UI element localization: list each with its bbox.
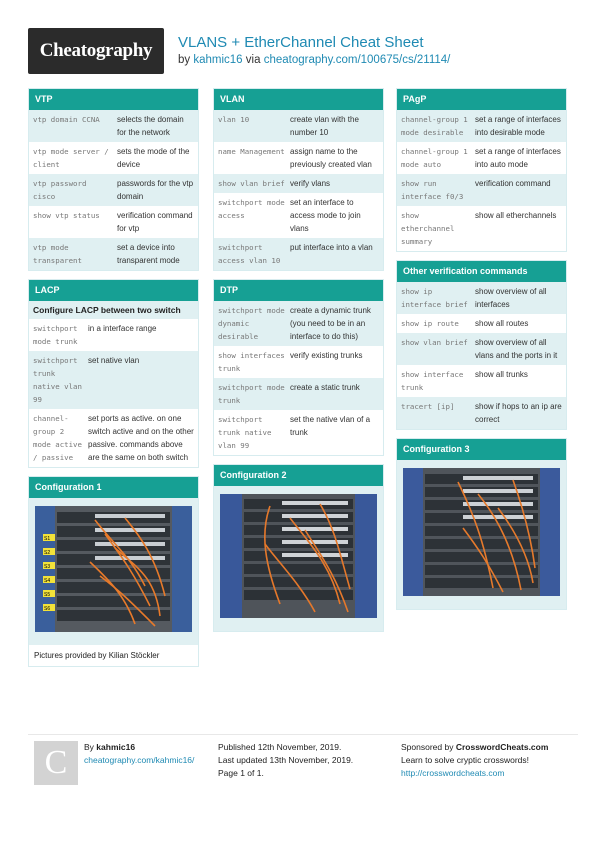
pagp-section <box>396 88 567 252</box>
command-description: create a dynamic trunk (you need to be in an interface to do this) <box>290 306 371 341</box>
command-text: show ip route <box>401 319 459 328</box>
command-description: sets the mode of the device <box>117 147 190 169</box>
footer-dates <box>218 741 353 780</box>
command-row <box>29 142 198 174</box>
photo-frame <box>29 498 198 645</box>
footer-sponsor <box>401 741 548 780</box>
other-verification-section <box>396 260 567 430</box>
command-text: switchport mode dynamic desirable <box>218 306 285 341</box>
command-text: tracert [ip] <box>401 402 455 411</box>
command-row <box>214 301 383 346</box>
lacp-rows <box>29 319 198 467</box>
command-description: verification command <box>475 179 551 188</box>
command-row <box>214 110 383 142</box>
command-description: passwords for the vtp domain <box>117 179 194 201</box>
sponsor-name: CrosswordCheats.com <box>455 742 549 752</box>
configuration-1-section <box>28 476 199 667</box>
command-row <box>397 142 566 174</box>
command-row <box>397 314 566 333</box>
rack-photo-1 <box>35 506 192 632</box>
section-title: Configuration 1 <box>29 477 198 498</box>
command-description: verify existing trunks <box>290 351 363 360</box>
command-description: put interface into a vlan <box>290 243 373 252</box>
sponsor-tagline: Learn to solve cryptic crosswords! <box>401 755 530 765</box>
command-row <box>397 110 566 142</box>
command-description: create a static trunk <box>290 383 360 392</box>
command-description: show all routes <box>475 319 529 328</box>
photo-credit: Pictures provided by Kilian Stöckler <box>34 651 160 660</box>
rack-label: S5 <box>44 592 51 598</box>
command-text: vtp mode server / client <box>33 147 109 169</box>
lacp-section <box>28 279 199 468</box>
command-text: channel-group 2 mode active / passive <box>33 414 82 462</box>
sponsor-link[interactable]: http://crosswordcheats.com <box>401 768 505 778</box>
column-2 <box>213 88 384 640</box>
footer-author <box>84 741 194 767</box>
command-row <box>29 409 198 467</box>
photo-frame <box>214 486 383 631</box>
vlan-section <box>213 88 384 271</box>
page-count: Page 1 of 1. <box>218 768 264 778</box>
command-description: set a device into transparent mode <box>117 243 180 265</box>
section-subtitle: Configure LACP between two switch <box>29 301 198 319</box>
command-description: in a interface range <box>88 324 157 333</box>
footer-author-name: kahmic16 <box>96 742 136 752</box>
command-text: show run interface f0/3 <box>401 179 464 201</box>
command-text: switchport trunk native vlan 99 <box>218 415 272 450</box>
command-description: set a range of interfaces into auto mode <box>475 147 561 169</box>
updated-date: Last updated 13th November, 2019. <box>218 755 354 765</box>
command-text: switchport mode trunk <box>33 324 78 346</box>
command-description: show all trunks <box>475 370 528 379</box>
command-row <box>214 193 383 238</box>
command-row <box>397 206 566 251</box>
section-title: DTP <box>214 280 383 301</box>
section-title: VLAN <box>214 89 383 110</box>
section-title: PAgP <box>397 89 566 110</box>
command-row <box>214 142 383 174</box>
by-label: By <box>84 742 94 752</box>
command-row <box>29 351 198 409</box>
by-label: by <box>178 54 191 66</box>
command-row <box>214 346 383 378</box>
rack-label: S1 <box>44 536 51 542</box>
vtp-rows <box>29 110 198 270</box>
command-row <box>29 206 198 238</box>
rack-label: S2 <box>44 550 51 556</box>
command-description: show overview of all vlans and the ports in it <box>475 338 558 360</box>
command-description: show overview of all interfaces <box>475 287 547 309</box>
command-text: vlan 10 <box>218 115 250 124</box>
other-rows <box>397 282 566 429</box>
command-description: assign name to the previously created vlan <box>290 147 372 169</box>
command-description: set ports as active. on one switch active and on the other passive. commands above are the same on both switch <box>88 414 194 462</box>
section-title: LACP <box>29 280 198 301</box>
command-text: show ip interface brief <box>401 287 468 309</box>
command-row <box>29 174 198 206</box>
command-text: name Management <box>218 147 285 156</box>
command-row <box>214 238 383 270</box>
command-text: vtp mode transparent <box>33 243 82 265</box>
command-text: show interfaces trunk <box>218 351 285 373</box>
author-avatar: C <box>34 741 78 785</box>
command-description: set the native vlan of a trunk <box>290 415 371 437</box>
command-text: vtp password cisco <box>33 179 87 201</box>
command-row <box>29 110 198 142</box>
command-text: switchport mode trunk <box>218 383 285 405</box>
command-description: verify vlans <box>290 179 331 188</box>
rack-label: S3 <box>44 564 51 570</box>
sheet-url-link[interactable]: cheatography.com/100675/cs/21114/ <box>263 54 451 66</box>
command-row <box>397 174 566 206</box>
command-row <box>397 397 566 429</box>
column-1 <box>28 88 199 675</box>
command-row <box>214 410 383 455</box>
cheatography-logo[interactable]: Cheatography <box>28 28 164 74</box>
command-text: switchport mode access <box>218 198 285 220</box>
dtp-rows <box>214 301 383 455</box>
command-text: switchport trunk native vlan 99 <box>33 356 82 404</box>
command-description: show if hops to an ip are correct <box>475 402 562 424</box>
command-text: show interface trunk <box>401 370 464 392</box>
command-row <box>397 365 566 397</box>
command-text: switchport access vlan 10 <box>218 243 281 265</box>
command-text: channel-group 1 mode desirable <box>401 115 468 137</box>
rack-label: S6 <box>44 606 51 612</box>
command-row <box>214 378 383 410</box>
section-title: VTP <box>29 89 198 110</box>
command-text: show vtp status <box>33 211 100 220</box>
sponsored-label: Sponsored by <box>401 742 454 752</box>
footer-author-link[interactable]: cheatography.com/kahmic16/ <box>84 755 195 765</box>
command-row <box>397 333 566 365</box>
page-header <box>28 28 578 76</box>
command-row <box>29 238 198 270</box>
command-description: set a range of interfaces into desirable mode <box>475 115 561 137</box>
rack-label: S4 <box>44 578 51 584</box>
byline <box>178 54 450 66</box>
command-text: vtp domain CCNA <box>33 115 100 124</box>
configuration-3-section <box>396 438 567 610</box>
command-text: show vlan brief <box>401 338 468 347</box>
page-footer <box>28 734 578 794</box>
dtp-section <box>213 279 384 456</box>
configuration-2-section <box>213 464 384 632</box>
via-label: via <box>245 54 261 66</box>
command-description: set an interface to access mode to join vlans <box>290 198 361 233</box>
command-row <box>29 319 198 351</box>
command-description: create vlan with the number 10 <box>290 115 359 137</box>
command-description: show all etherchannels <box>475 211 557 220</box>
command-description: selects the domain for the network <box>117 115 184 137</box>
rack-photo-2 <box>220 494 377 618</box>
rack-photo-3 <box>403 468 560 596</box>
column-3 <box>396 88 567 618</box>
command-text: show vlan brief <box>218 179 285 188</box>
command-text: show etherchannel summary <box>401 211 455 246</box>
command-text: channel-group 1 mode auto <box>401 147 468 169</box>
pagp-rows <box>397 110 566 251</box>
command-description: set native vlan <box>88 356 140 365</box>
author-link[interactable]: kahmic16 <box>193 54 243 66</box>
command-row <box>214 174 383 193</box>
vtp-section <box>28 88 199 271</box>
command-description: verification command for vtp <box>117 211 193 233</box>
section-title: Configuration 3 <box>397 439 566 460</box>
section-title: Other verification commands <box>397 261 566 282</box>
section-title: Configuration 2 <box>214 465 383 486</box>
photo-frame <box>397 460 566 609</box>
page-title: VLANS + EtherChannel Cheat Sheet <box>178 34 424 51</box>
published-date: Published 12th November, 2019. <box>218 742 342 752</box>
vlan-rows <box>214 110 383 270</box>
command-row <box>397 282 566 314</box>
